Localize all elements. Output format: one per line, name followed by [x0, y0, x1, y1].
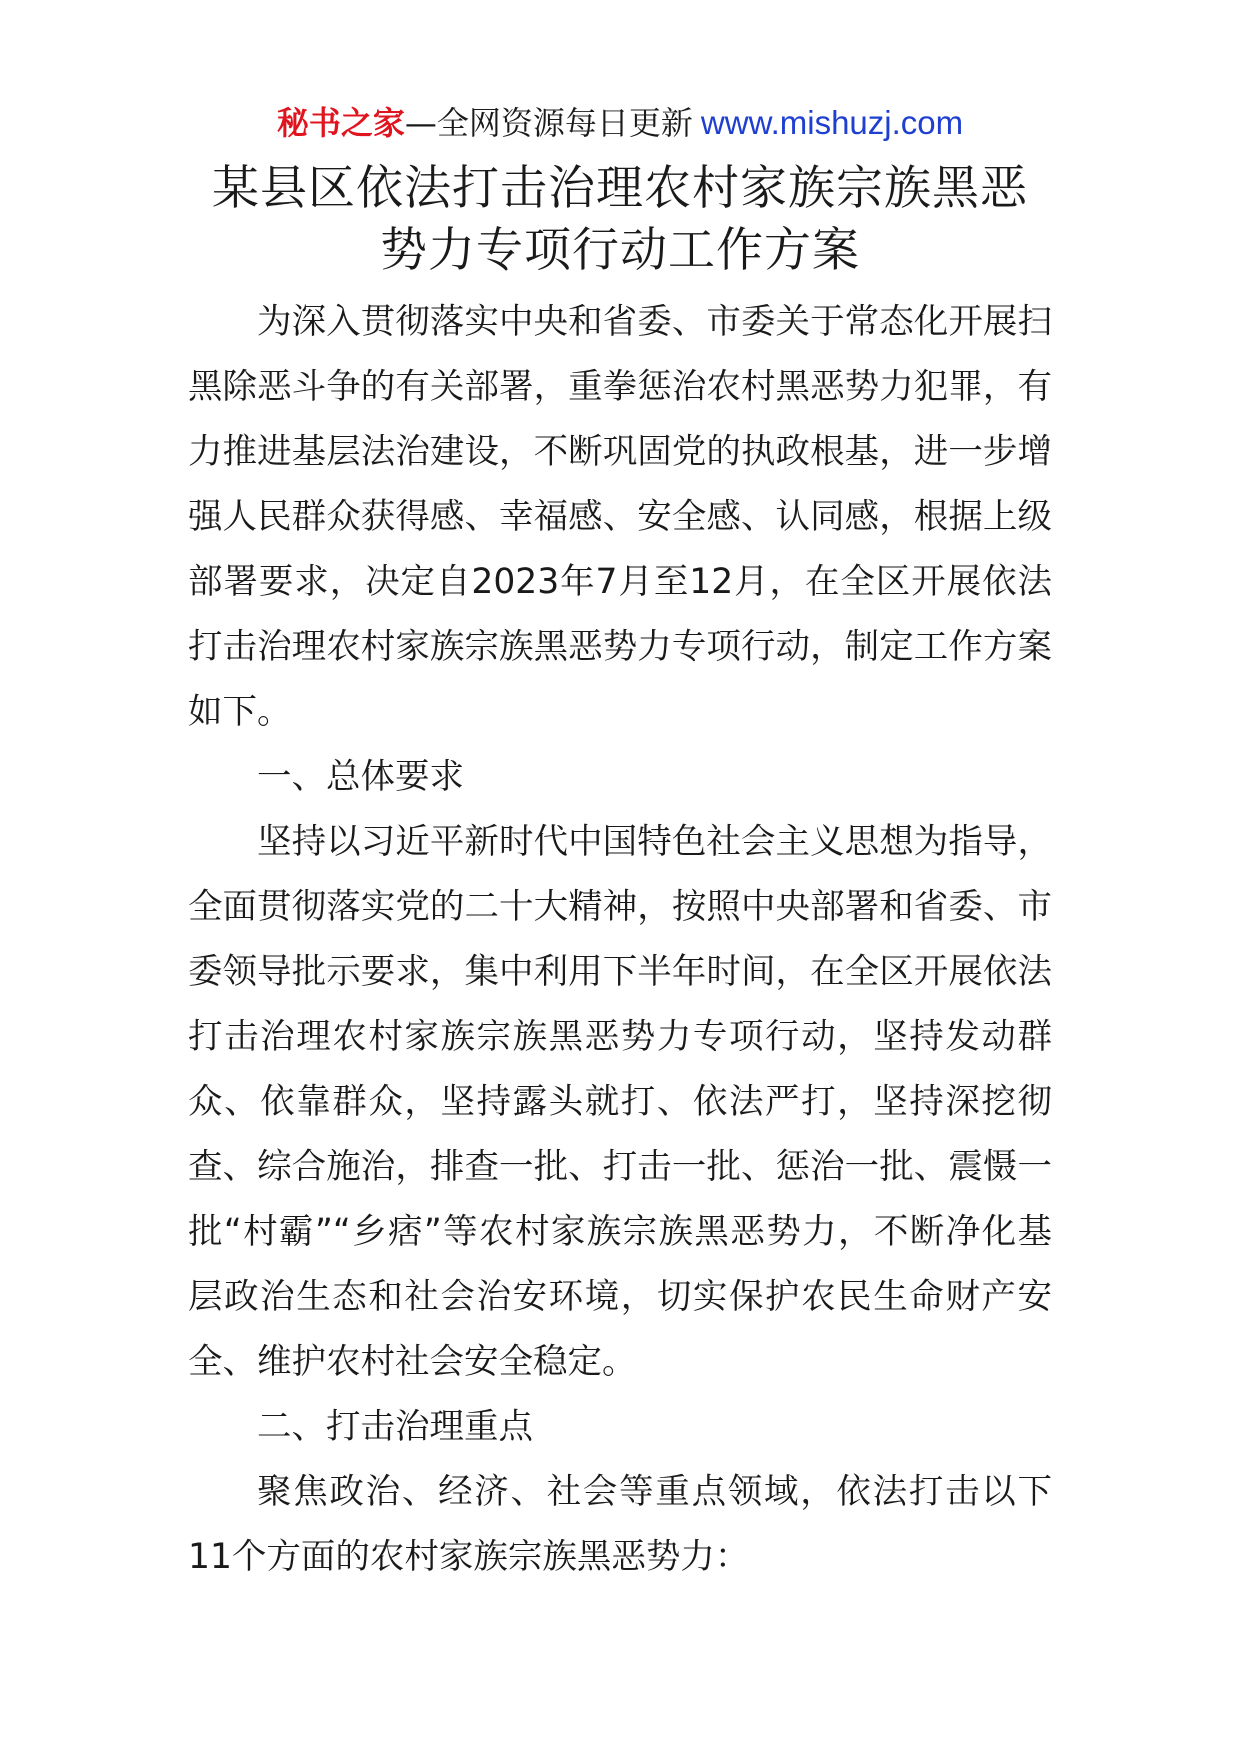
title-line-2: 势力专项行动工作方案 — [380, 223, 860, 278]
site-url-link[interactable]: www.mishuzj.com — [700, 104, 964, 141]
brand-name: 秘书之家 — [276, 104, 405, 142]
section-heading-general-requirements: 一、总体要求 — [257, 757, 464, 797]
site-banner — [0, 100, 1240, 146]
title-line-1: 某县区依法打击治理农村家族宗族黑恶 — [212, 161, 1028, 216]
intro-paragraph: 为深入贯彻落实中央和省委、市委关于常态化开展扫黑除恶斗争的有关部署，重拳惩治农村黑恶势力犯罪，有力推进基层法治建设，不断巩固党的执政根基，进一步增强人民群众获得感、幸福感、安全感、认同感，根据上级部署要求，决定自2023年7月至12月，在全区开展依法打击治理农村家族宗族黑恶势力专项行动，制定工作方案如下。 — [188, 302, 1052, 732]
key-targets-paragraph: 聚焦政治、经济、社会等重点领域，依法打击以下11个方面的农村家族宗族黑恶势力： — [188, 1472, 1052, 1577]
document-title — [190, 158, 1050, 282]
section-heading-key-targets: 二、打击治理重点 — [257, 1407, 533, 1447]
general-requirements-paragraph: 坚持以习近平新时代中国特色社会主义思想为指导，全面贯彻落实党的二十大精神，按照中央部署和省委、市委领导批示要求，集中利用下半年时间，在全区开展依法打击治理农村家族宗族黑恶势力专项行动，坚持发动群众、依靠群众，坚持露头就打、依法严打，坚持深挖彻查、综合施治，排查一批、打击一批、惩治一批、震慑一批“村霸”“乡痞”等农村家族宗族黑恶势力，不断净化基层政治生态和社会治安环境，切实保护农民生命财产安全、维护农村社会安全稳定。 — [188, 822, 1052, 1382]
banner-tagline: —全网资源每日更新 — [404, 104, 693, 142]
document-body — [188, 290, 1052, 1590]
